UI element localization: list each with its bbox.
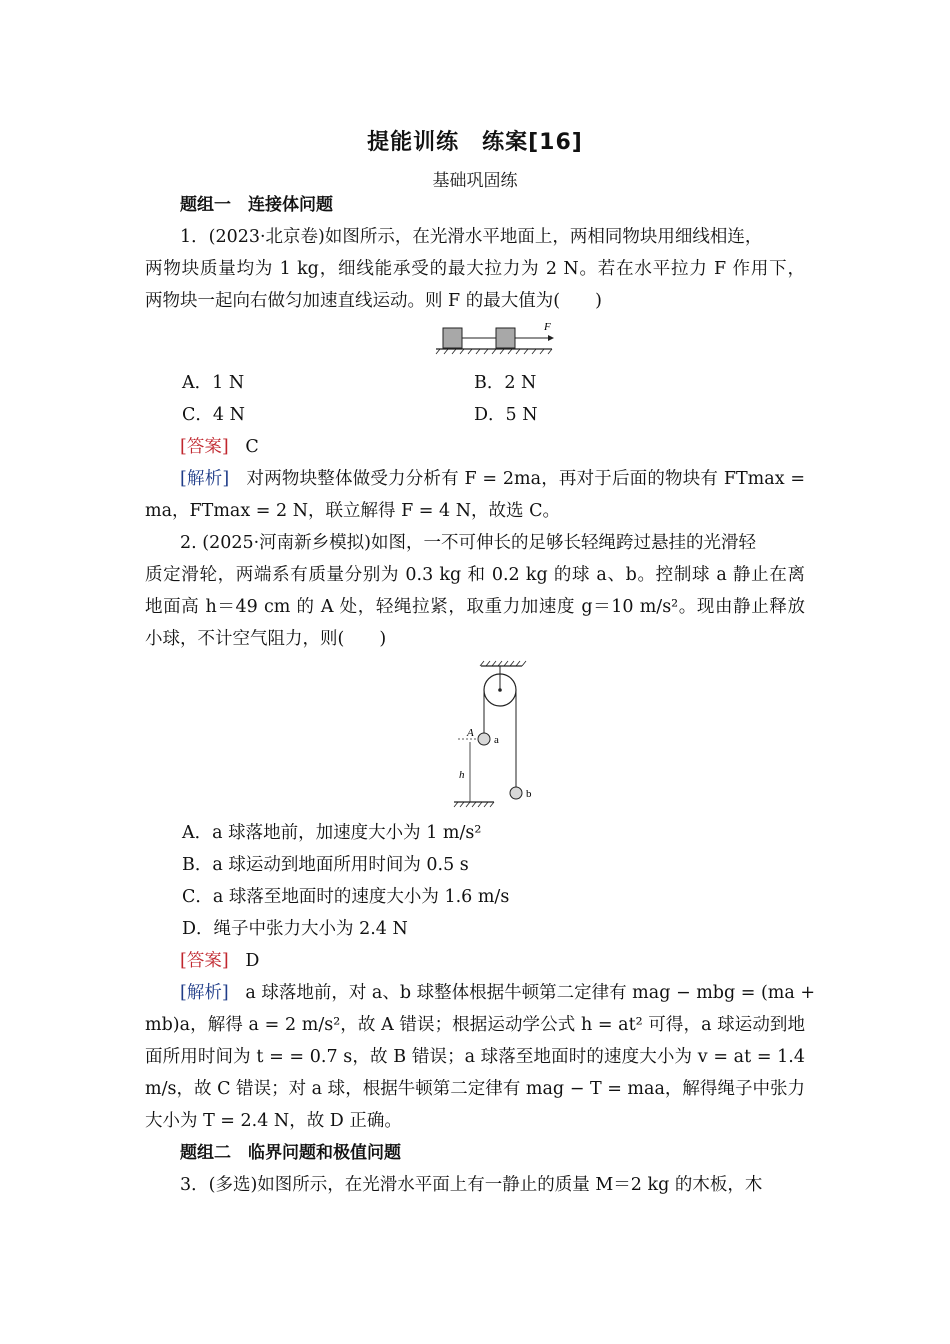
q2-option-c: C．a 球落至地面时的速度大小为 1.6 m/s — [182, 887, 510, 907]
q1-stem-line-1: 1．(2023·北京卷)如图所示，在光滑水平地面上，两相同物块用细线相连， — [180, 227, 763, 247]
pulley-axle — [498, 688, 502, 692]
q2-stem-line-3: 地面高 h＝49 cm 的 A 处，轻绳拉紧，取重力加速度 g＝10 m/s²。现由静止释放 — [145, 597, 805, 617]
q2-answer: D — [245, 951, 260, 971]
ground-hatching — [436, 349, 552, 354]
q1-analysis-line-1 — [180, 467, 805, 491]
q3-stem-line-1: 3．(多选)如图所示，在光滑水平面上有一静止的质量 M＝2 kg 的木板，木 — [180, 1175, 763, 1195]
arrow-head-icon — [548, 335, 554, 341]
q2-stem-line-1: 2. (2025·河南新乡模拟)如图，一不可伸长的足够长轻绳跨过悬挂的光滑轻 — [180, 533, 757, 553]
height-label: h — [459, 769, 465, 781]
q2-option-b: B．a 球运动到地面所用时间为 0.5 s — [182, 855, 469, 875]
q1-analysis-line-2: ma，FTmax = 2 N，联立解得 F = 4 N，故选 C。 — [145, 501, 560, 521]
page-subtitle: 基础巩固练 — [432, 171, 518, 191]
q1-analysis-tag: [解析] — [180, 469, 230, 489]
q2-stem-line-4: 小球，不计空气阻力，则( ) — [145, 629, 387, 649]
q2-analysis-line-4: m/s，故 C 错误；对 a 球，根据牛顿第二定律有 mag − T = maa，解得绳子中张力 — [145, 1079, 805, 1099]
q1-stem-line-2: 两物块质量均为 1 kg，细线能承受的最大拉力为 2 N。若在水平拉力 F 作用下， — [145, 259, 805, 279]
q2-option-d: D．绳子中张力大小为 2.4 N — [182, 919, 408, 939]
q2-analysis-line-5: 大小为 T = 2.4 N，故 D 正确。 — [145, 1111, 402, 1131]
block-right — [496, 328, 515, 348]
ball-a-icon — [478, 733, 490, 745]
q2-option-a: A．a 球落地前，加速度大小为 1 m/s² — [182, 823, 482, 843]
q2-analysis-line-1 — [180, 981, 816, 1005]
q2-analysis-tag: [解析] — [180, 983, 229, 1003]
q2-analysis-line-2: mb)a，解得 a = 2 m/s²，故 A 错误；根据运动学公式 h = at² 可得，a 球运动到地 — [145, 1015, 805, 1035]
ceiling-hatching — [480, 661, 526, 666]
q1-option-b: B．2 N — [474, 373, 537, 393]
ball-b-label: b — [526, 788, 532, 800]
q1-figure-two-blocks — [430, 318, 560, 360]
q1-stem-line-3: 两物块一起向右做匀加速直线运动。则 F 的最大值为( ) — [145, 291, 602, 311]
q2-analysis-text-1: a 球落地前，对 a、b 球整体根据牛顿第二定律有 mag − mbg = (ma + — [245, 983, 816, 1003]
q1-analysis-text-1: 对两物块整体做受力分析有 F = 2ma，再对于后面的物块有 FTmax = — [246, 469, 805, 489]
group-heading-1: 题组一 连接体问题 — [180, 195, 333, 215]
q2-answer-tag: [答案] — [180, 951, 229, 971]
point-a-label: A — [467, 727, 474, 739]
page-title: 提能训练 练案[16] — [367, 130, 583, 155]
force-label: F — [544, 321, 551, 333]
block-left — [443, 328, 462, 348]
q1-option-d: D．5 N — [474, 405, 538, 425]
q1-option-a: A．1 N — [182, 373, 245, 393]
q2-answer-line — [180, 949, 805, 973]
q1-option-c: C．4 N — [182, 405, 245, 425]
ball-b-icon — [510, 787, 522, 799]
q2-analysis-line-3: 面所用时间为 t = = 0.7 s，故 B 错误；a 球落至地面时的速度大小为 v = at = 1.4 — [145, 1047, 805, 1067]
ball-a-label: a — [494, 734, 499, 746]
q2-stem-line-2: 质定滑轮，两端系有质量分别为 0.3 kg 和 0.2 kg 的球 a、b。控制球 a 静止在离 — [145, 565, 805, 585]
q1-answer-tag: [答案] — [180, 437, 229, 457]
group-heading-2: 题组二 临界问题和极值问题 — [180, 1143, 401, 1163]
q1-answer: C — [245, 437, 259, 457]
floor-hatching — [454, 802, 494, 807]
q2-figure-pulley — [448, 660, 548, 810]
q1-answer-line — [180, 435, 805, 459]
